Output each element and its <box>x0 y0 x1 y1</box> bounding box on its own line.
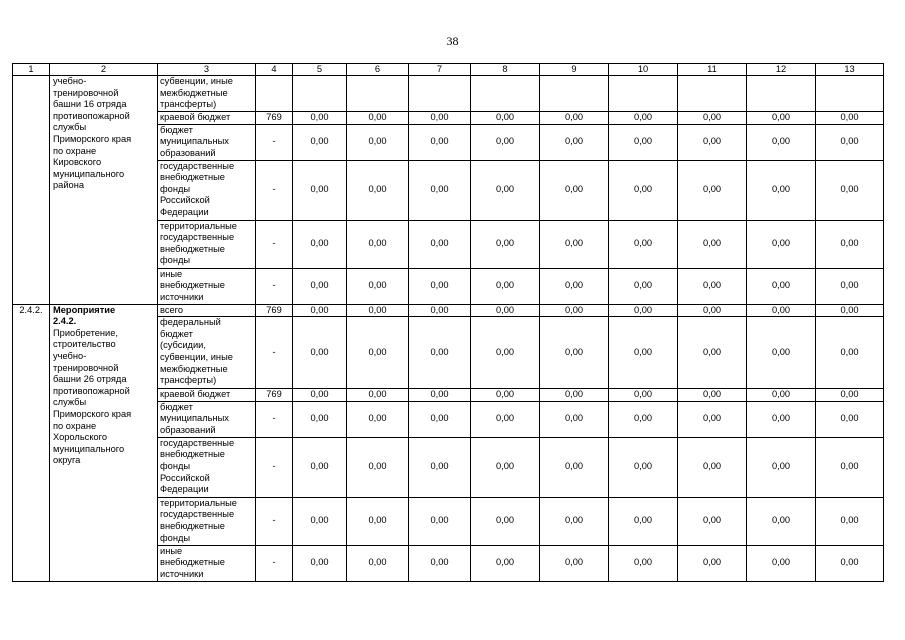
column-header: 8 <box>471 64 540 76</box>
funding-source: бюджет муниципальных образований <box>158 401 256 437</box>
amount-cell: 0,00 <box>816 545 884 581</box>
amount-cell: 0,00 <box>293 401 347 437</box>
amount-cell: 0,00 <box>540 437 609 497</box>
amount-cell: 0,00 <box>293 437 347 497</box>
amount-cell: 0,00 <box>609 545 678 581</box>
amount-cell: 0,00 <box>540 112 609 125</box>
amount-cell: 0,00 <box>471 220 540 268</box>
amount-cell: 0,00 <box>678 545 747 581</box>
amount-cell: 0,00 <box>347 160 409 220</box>
budget-code: - <box>256 497 293 545</box>
amount-cell: 0,00 <box>747 124 816 160</box>
amount-cell: 0,00 <box>471 497 540 545</box>
amount-cell: 0,00 <box>540 220 609 268</box>
column-header: 10 <box>609 64 678 76</box>
amount-cell: 0,00 <box>409 124 471 160</box>
amount-cell: 0,00 <box>816 124 884 160</box>
activity-name-cell <box>50 304 158 581</box>
amount-cell: 0,00 <box>409 389 471 402</box>
column-header: 3 <box>158 64 256 76</box>
amount-cell: 0,00 <box>540 268 609 304</box>
amount-cell: 0,00 <box>816 304 884 317</box>
budget-code: - <box>256 268 293 304</box>
amount-cell: 0,00 <box>747 545 816 581</box>
amount-cell: 0,00 <box>293 124 347 160</box>
amount-cell: 0,00 <box>293 304 347 317</box>
amount-cell: 0,00 <box>540 160 609 220</box>
amount-cell: 0,00 <box>540 317 609 389</box>
amount-cell: 0,00 <box>540 304 609 317</box>
column-header: 12 <box>747 64 816 76</box>
amount-cell: 0,00 <box>609 389 678 402</box>
amount-cell <box>293 76 347 112</box>
amount-cell: 0,00 <box>409 112 471 125</box>
column-header: 5 <box>293 64 347 76</box>
amount-cell: 0,00 <box>678 437 747 497</box>
amount-cell: 0,00 <box>293 160 347 220</box>
amount-cell: 0,00 <box>347 317 409 389</box>
amount-cell: 0,00 <box>678 220 747 268</box>
amount-cell: 0,00 <box>540 124 609 160</box>
amount-cell: 0,00 <box>747 304 816 317</box>
amount-cell: 0,00 <box>816 220 884 268</box>
amount-cell: 0,00 <box>609 401 678 437</box>
amount-cell: 0,00 <box>816 317 884 389</box>
amount-cell: 0,00 <box>540 497 609 545</box>
amount-cell: 0,00 <box>471 437 540 497</box>
amount-cell: 0,00 <box>347 304 409 317</box>
column-header: 13 <box>816 64 884 76</box>
amount-cell: 0,00 <box>471 389 540 402</box>
amount-cell: 0,00 <box>471 304 540 317</box>
amount-cell: 0,00 <box>293 220 347 268</box>
amount-cell: 0,00 <box>409 497 471 545</box>
funding-source: государственные внебюджетные фонды Российской Федерации <box>158 160 256 220</box>
amount-cell: 0,00 <box>347 112 409 125</box>
amount-cell: 0,00 <box>293 112 347 125</box>
amount-cell: 0,00 <box>747 497 816 545</box>
activity-title: Мероприятие 2.4.2. <box>53 304 116 327</box>
activity-number <box>13 76 50 305</box>
budget-code: 769 <box>256 304 293 317</box>
amount-cell <box>540 76 609 112</box>
amount-cell: 0,00 <box>678 124 747 160</box>
amount-cell: 0,00 <box>347 124 409 160</box>
amount-cell: 0,00 <box>816 268 884 304</box>
amount-cell: 0,00 <box>678 268 747 304</box>
table-row <box>13 304 884 317</box>
amount-cell: 0,00 <box>409 545 471 581</box>
budget-code: 769 <box>256 389 293 402</box>
amount-cell: 0,00 <box>471 124 540 160</box>
amount-cell: 0,00 <box>678 112 747 125</box>
amount-cell: 0,00 <box>409 268 471 304</box>
budget-code: - <box>256 437 293 497</box>
funding-source: всего <box>158 304 256 317</box>
amount-cell: 0,00 <box>609 268 678 304</box>
amount-cell: 0,00 <box>471 545 540 581</box>
amount-cell <box>678 76 747 112</box>
amount-cell: 0,00 <box>471 268 540 304</box>
amount-cell: 0,00 <box>816 401 884 437</box>
amount-cell <box>747 76 816 112</box>
amount-cell <box>609 76 678 112</box>
amount-cell: 0,00 <box>293 545 347 581</box>
activity-name: учебно- тренировочной башни 16 отряда противопожарной службы Приморского края по охране Кировского муниципального района <box>53 76 132 191</box>
funding-source: субвенции, иные межбюджетные трансферты) <box>158 76 256 112</box>
amount-cell: 0,00 <box>747 437 816 497</box>
amount-cell: 0,00 <box>609 304 678 317</box>
amount-cell: 0,00 <box>347 268 409 304</box>
amount-cell: 0,00 <box>678 304 747 317</box>
amount-cell: 0,00 <box>347 220 409 268</box>
column-header: 11 <box>678 64 747 76</box>
amount-cell: 0,00 <box>409 401 471 437</box>
amount-cell: 0,00 <box>609 437 678 497</box>
funding-source: федеральный бюджет (субсидии, субвенции, иные межбюджетные трансферты) <box>158 317 256 389</box>
column-header: 9 <box>540 64 609 76</box>
activity-number: 2.4.2. <box>13 304 50 581</box>
amount-cell: 0,00 <box>747 268 816 304</box>
header-row <box>13 64 884 76</box>
amount-cell: 0,00 <box>747 401 816 437</box>
amount-cell: 0,00 <box>347 437 409 497</box>
amount-cell: 0,00 <box>347 401 409 437</box>
amount-cell: 0,00 <box>471 160 540 220</box>
amount-cell: 0,00 <box>816 112 884 125</box>
amount-cell: 0,00 <box>409 437 471 497</box>
amount-cell <box>409 76 471 112</box>
amount-cell: 0,00 <box>293 268 347 304</box>
amount-cell: 0,00 <box>409 304 471 317</box>
amount-cell: 0,00 <box>540 401 609 437</box>
amount-cell: 0,00 <box>747 317 816 389</box>
amount-cell: 0,00 <box>409 160 471 220</box>
funding-source: территориальные государственные внебюджетные фонды <box>158 497 256 545</box>
column-header: 7 <box>409 64 471 76</box>
column-header: 2 <box>50 64 158 76</box>
amount-cell: 0,00 <box>747 160 816 220</box>
page-number: 38 <box>446 34 459 48</box>
budget-code: - <box>256 545 293 581</box>
amount-cell: 0,00 <box>293 497 347 545</box>
budget-code: - <box>256 401 293 437</box>
funding-source: иные внебюджетные источники <box>158 545 256 581</box>
amount-cell: 0,00 <box>678 317 747 389</box>
budget-code: - <box>256 160 293 220</box>
amount-cell: 0,00 <box>678 401 747 437</box>
amount-cell: 0,00 <box>471 112 540 125</box>
funding-source: краевой бюджет <box>158 112 256 125</box>
amount-cell: 0,00 <box>347 389 409 402</box>
amount-cell: 0,00 <box>747 112 816 125</box>
funding-source: иные внебюджетные источники <box>158 268 256 304</box>
amount-cell: 0,00 <box>747 220 816 268</box>
amount-cell: 0,00 <box>293 317 347 389</box>
amount-cell <box>816 76 884 112</box>
amount-cell: 0,00 <box>471 317 540 389</box>
amount-cell: 0,00 <box>678 497 747 545</box>
activity-name: Приобретение, строительство учебно- тренировочной башни 26 отряда противопожарной службы Приморского края по охране Хорольского муниципального округа <box>53 327 132 466</box>
amount-cell: 0,00 <box>347 497 409 545</box>
funding-source: краевой бюджет <box>158 389 256 402</box>
column-header: 6 <box>347 64 409 76</box>
amount-cell: 0,00 <box>540 389 609 402</box>
amount-cell: 0,00 <box>609 220 678 268</box>
amount-cell: 0,00 <box>409 220 471 268</box>
funding-source: территориальные государственные внебюджетные фонды <box>158 220 256 268</box>
amount-cell <box>347 76 409 112</box>
funding-source: бюджет муниципальных образований <box>158 124 256 160</box>
amount-cell: 0,00 <box>816 497 884 545</box>
column-header: 1 <box>13 64 50 76</box>
amount-cell: 0,00 <box>816 160 884 220</box>
column-header: 4 <box>256 64 293 76</box>
amount-cell: 0,00 <box>816 437 884 497</box>
amount-cell: 0,00 <box>678 389 747 402</box>
amount-cell: 0,00 <box>609 317 678 389</box>
budget-code: - <box>256 317 293 389</box>
table-row <box>13 76 884 112</box>
amount-cell: 0,00 <box>609 497 678 545</box>
activity-name-cell <box>50 76 158 305</box>
amount-cell: 0,00 <box>678 160 747 220</box>
amount-cell: 0,00 <box>409 317 471 389</box>
amount-cell: 0,00 <box>609 112 678 125</box>
amount-cell: 0,00 <box>816 389 884 402</box>
amount-cell <box>471 76 540 112</box>
amount-cell: 0,00 <box>471 401 540 437</box>
funding-source: государственные внебюджетные фонды Российской Федерации <box>158 437 256 497</box>
budget-code: - <box>256 124 293 160</box>
budget-code: - <box>256 220 293 268</box>
amount-cell: 0,00 <box>293 389 347 402</box>
amount-cell: 0,00 <box>540 545 609 581</box>
amount-cell: 0,00 <box>609 124 678 160</box>
budget-table <box>12 63 884 582</box>
budget-code: 769 <box>256 112 293 125</box>
budget-code <box>256 76 293 112</box>
amount-cell: 0,00 <box>347 545 409 581</box>
amount-cell: 0,00 <box>609 160 678 220</box>
amount-cell: 0,00 <box>747 389 816 402</box>
